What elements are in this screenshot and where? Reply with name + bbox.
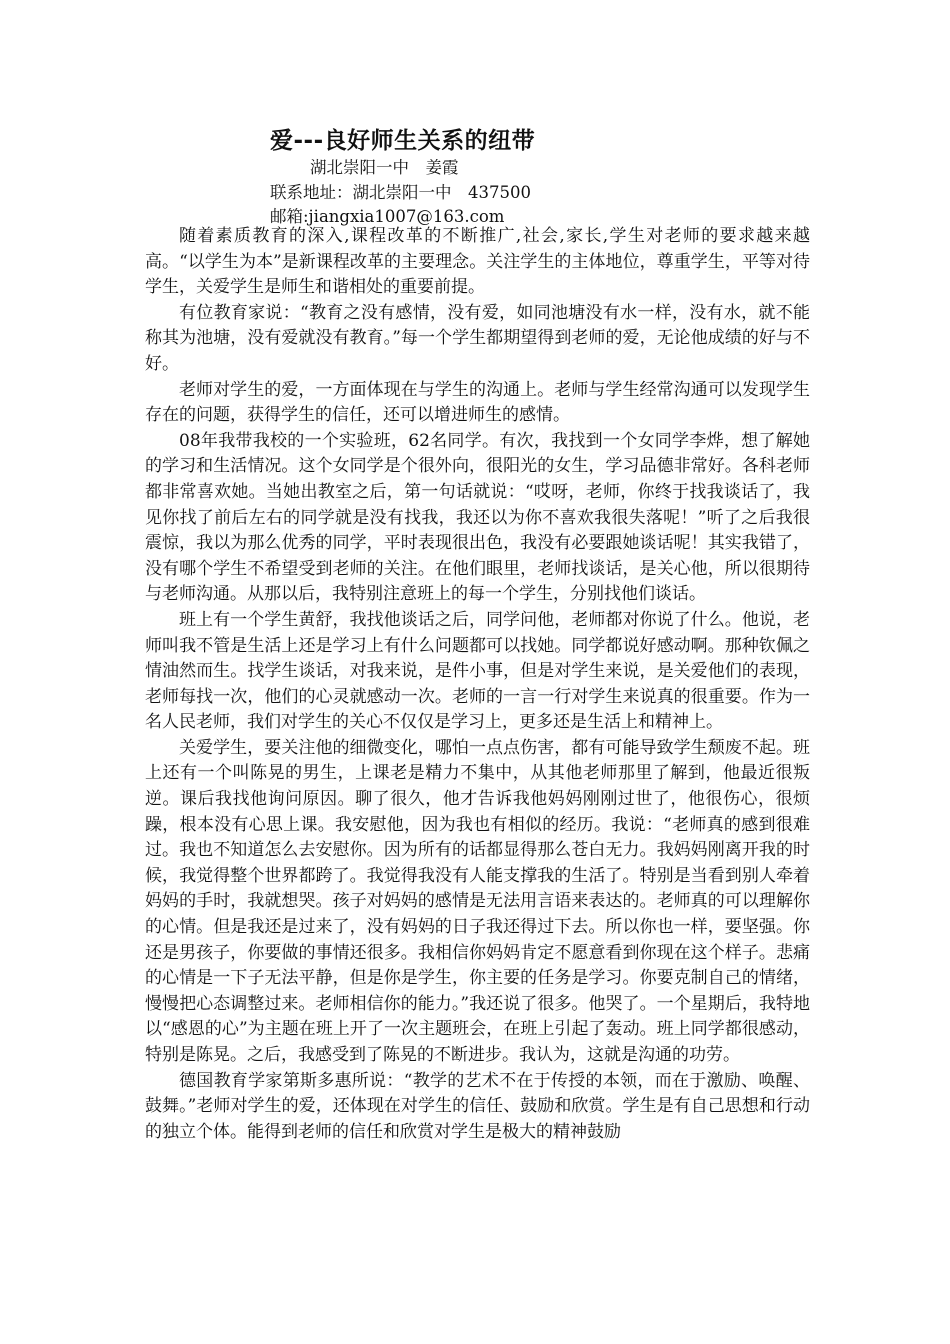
paragraph: 德国教育学家第斯多惠所说：“教学的艺术不在于传授的本领，而在于激励、唤醒、鼓舞。”老师对学生的爱，还体现在对学生的信任、鼓励和欣赏。学生是有自己思想和行动的独立个体。能得到老师的信任和欣赏对学生是极大的精神鼓励 xyxy=(145,1070,810,1142)
paragraph: 随着素质教育的深入,课程改革的不断推广,社会,家长,学生对老师的要求越来越高。“以学生为本”是新课程改革的主要理念。关注学生的主体地位，尊重学生，平等对待学生，关爱学生是师生和谐相处的重要前提。 xyxy=(145,226,810,298)
paragraph: 班上有一个学生黄舒，我找他谈话之后，同学问他，老师都对你说了什么。他说，老师叫我不管是生活上还是学习上有什么问题都可以找她。同学都说好感动啊。那种钦佩之情油然而生。找学生谈话，对我来说，是件小事，但是对学生来说，是关爱他们的表现，老师每找一次，他们的心灵就感动一次。老师的一言一行对学生来说真的很重要。作为一名人民老师，我们对学生的关心不仅仅是学习上，更多还是生活上和精神上。 xyxy=(145,609,810,733)
address-line: 联系地址：湖北崇阳一中 437500 xyxy=(270,183,531,202)
author-line: 湖北崇阳一中 姜霞 xyxy=(310,158,459,177)
document-body xyxy=(145,224,810,1145)
paragraph: 08年我带我校的一个实验班，62名同学。有次，我找到一个女同学李烨，想了解她的学习和生活情况。这个女同学是个很外向，很阳光的女生，学习品德非常好。各科老师都非常喜欢她。当她出教室之后，第一句话就说：“哎呀，老师，你终于找我谈话了，我见你找了前后左右的同学就是没有找我，我还以为你不喜欢我很失落呢！”听了之后我很震惊，我以为那么优秀的同学，平时表现很出色，我没有必要跟她谈话呢！其实我错了，没有哪个学生不希望受到老师的关注。在他们眼里，老师找谈话，是关心他，所以很期待与老师沟通。从那以后，我特别注意班上的每一个学生，分别找他们谈话。 xyxy=(145,430,810,605)
paragraph: 老师对学生的爱，一方面体现在与学生的沟通上。老师与学生经常沟通可以发现学生存在的问题，获得学生的信任，还可以增进师生的感情。 xyxy=(145,379,810,426)
paragraph: 有位教育家说：“教育之没有感情，没有爱，如同池塘没有水一样，没有水，就不能称其为池塘，没有爱就没有教育。”每一个学生都期望得到老师的爱，无论他成绩的好与不好。 xyxy=(145,302,810,374)
email-line: 邮箱:jiangxia1007@163.com xyxy=(270,207,505,226)
document-title: 爱---良好师生关系的纽带 xyxy=(270,128,536,154)
paragraph: 关爱学生，要关注他的细微变化，哪怕一点点伤害，都有可能导致学生颓废不起。班上还有一个叫陈晃的男生，上课老是精力不集中，从其他老师那里了解到，他最近很叛逆。课后我找他询问原因。聊了很久，他才告诉我他妈妈刚刚过世了，他很伤心，很烦躁，根本没有心思上课。我安慰他，因为我也有相似的经历。我说：“老师真的感到很难过。我也不知道怎么去安慰你。因为所有的话都显得那么苍白无力。我妈妈刚离开我的时候，我觉得整个世界都跨了。我觉得我没有人能支撑我的生活了。特别是当看到别人牵着妈妈的手时，我就想哭。孩子对妈妈的感情是无法用言语来表达的。老师真的可以理解你的心情。但是我还是过来了，没有妈妈的日子我还得过下去。所以你也一样，要坚强。你还是男孩子，你要做的事情还很多。我相信你妈妈肯定不愿意看到你现在这个样子。悲痛的心情是一下子无法平静，但是你是学生，你主要的任务是学习。你要克制自己的情绪，慢慢把心态调整过来。老师相信你的能力。”我还说了很多。他哭了。一个星期后，我特地以“感恩的心”为主题在班上开了一次主题班会，在班上引起了轰动。班上同学都很感动，特别是陈晃。之后，我感受到了陈晃的不断进步。我认为，这就是沟通的功劳。 xyxy=(145,737,810,1065)
